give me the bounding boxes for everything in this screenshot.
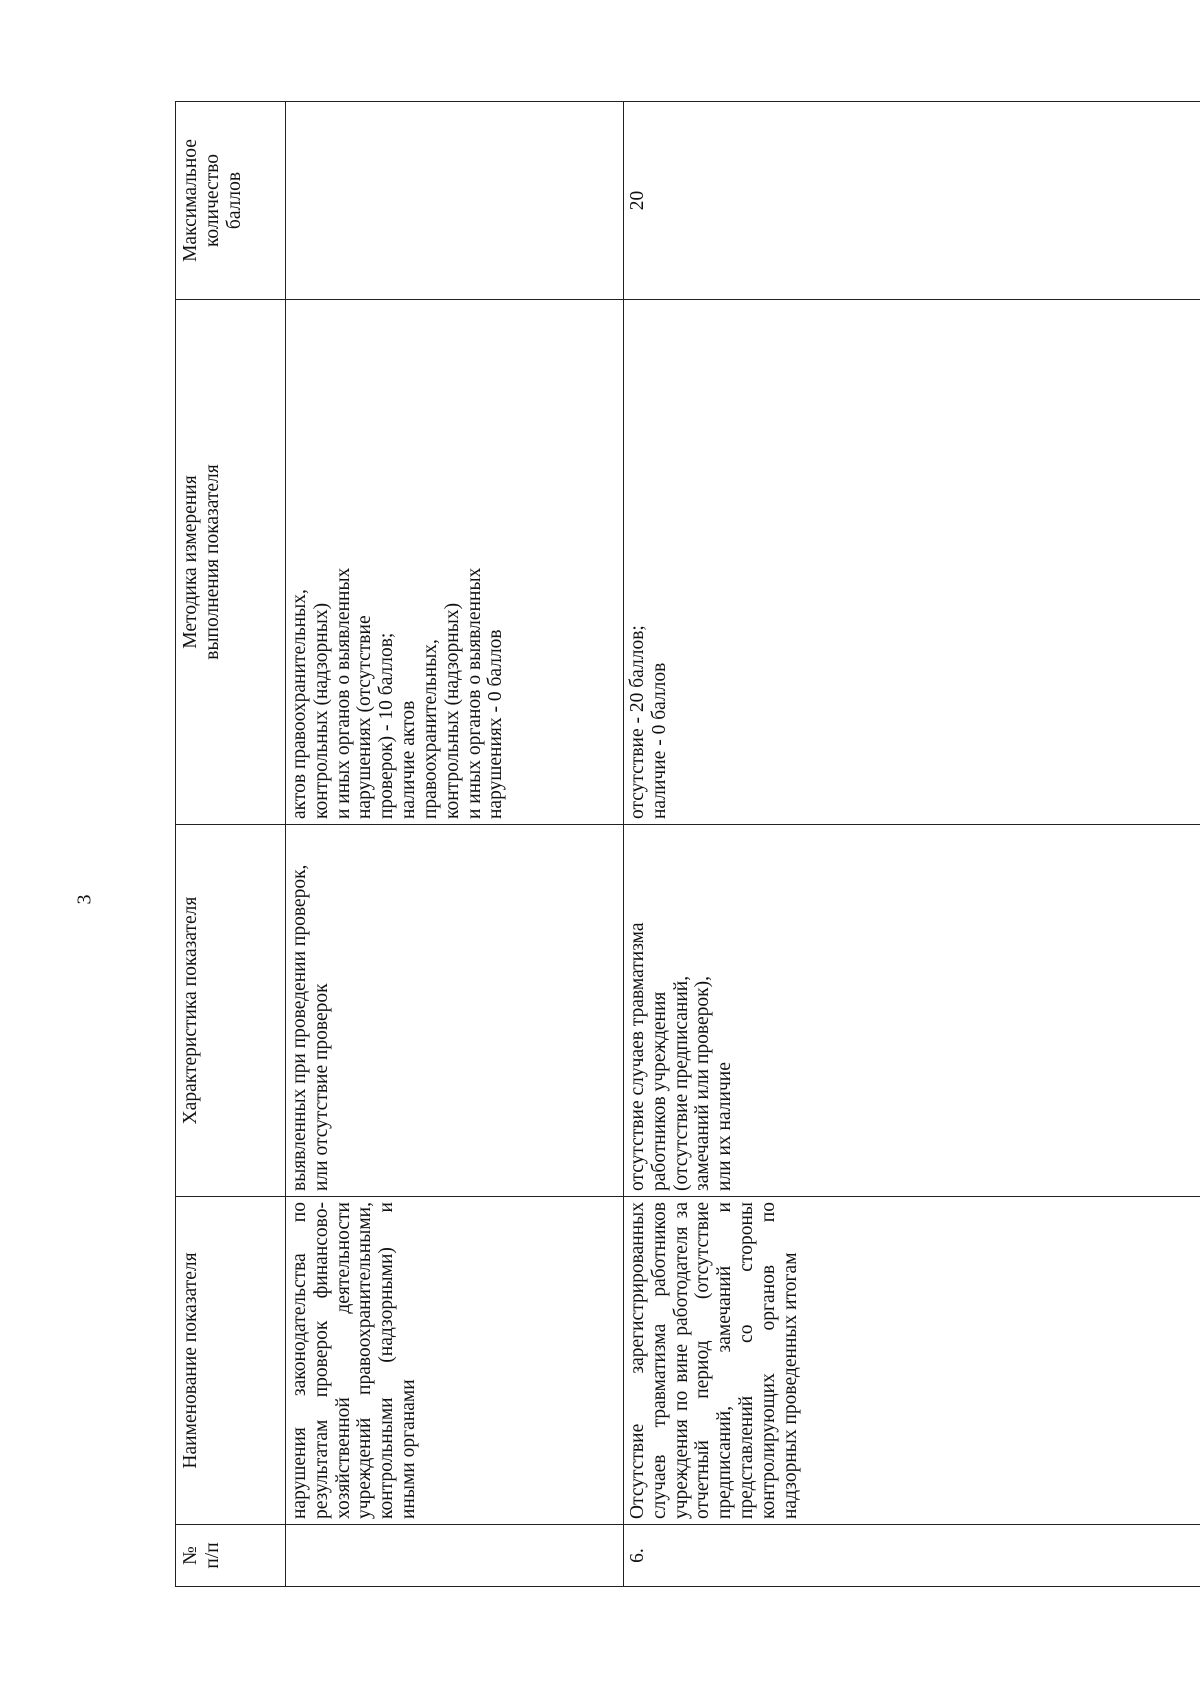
- cell-indicator-name: нарушения законодательства по результатам проверок финансово-хозяйственной деятельности учреждений правоохранительными, контрольными (надзорными) и иными органами: [286, 1197, 624, 1525]
- cell-characteristic: отсутствие случаев травматизма работников учреждения (отсутствие предписаний, замечаний или проверок), или их наличие: [624, 825, 1200, 1197]
- criteria-table: [175, 101, 1200, 1587]
- header-indicator-name: Наименование показателя: [176, 1197, 286, 1525]
- header-number: № п/п: [176, 1525, 286, 1587]
- table-header-row: [176, 102, 286, 1587]
- page-number: 3: [73, 894, 96, 905]
- cell-characteristic: выявленных при проведении проверок, или отсутствие проверок: [286, 825, 624, 1197]
- table-row: [286, 102, 624, 1587]
- header-max-score: Максимальное количество баллов: [176, 102, 286, 300]
- cell-method: актов правоохранительных, контрольных (надзорных) и иных органов о выявленных нарушениях (отсутствие проверок) - 10 баллов; наличие актов правоохранительных, контрольных (надзорных) и иных органов о выявленных нарушениях - 0 баллов: [286, 300, 624, 825]
- cell-max-score: 20: [624, 102, 1200, 300]
- table-row: [624, 102, 1200, 1587]
- cell-max-score: [286, 102, 624, 300]
- criteria-table-wrapper: [175, 102, 1200, 1587]
- cell-number: [286, 1525, 624, 1587]
- header-method: Методика измерения выполнения показателя: [176, 300, 286, 825]
- cell-number: 6.: [624, 1525, 1200, 1587]
- cell-indicator-name: Отсутствие зарегистрированных случаев травматизма работников учреждения по вине работодателя за отчетный период (отсутствие предписаний, замечаний и представлений со стороны контролирующих органов по надзорных проведенных итогам: [624, 1197, 1200, 1525]
- header-characteristic: Характеристика показателя: [176, 825, 286, 1197]
- cell-method: отсутствие - 20 баллов; наличие - 0 баллов: [624, 300, 1200, 825]
